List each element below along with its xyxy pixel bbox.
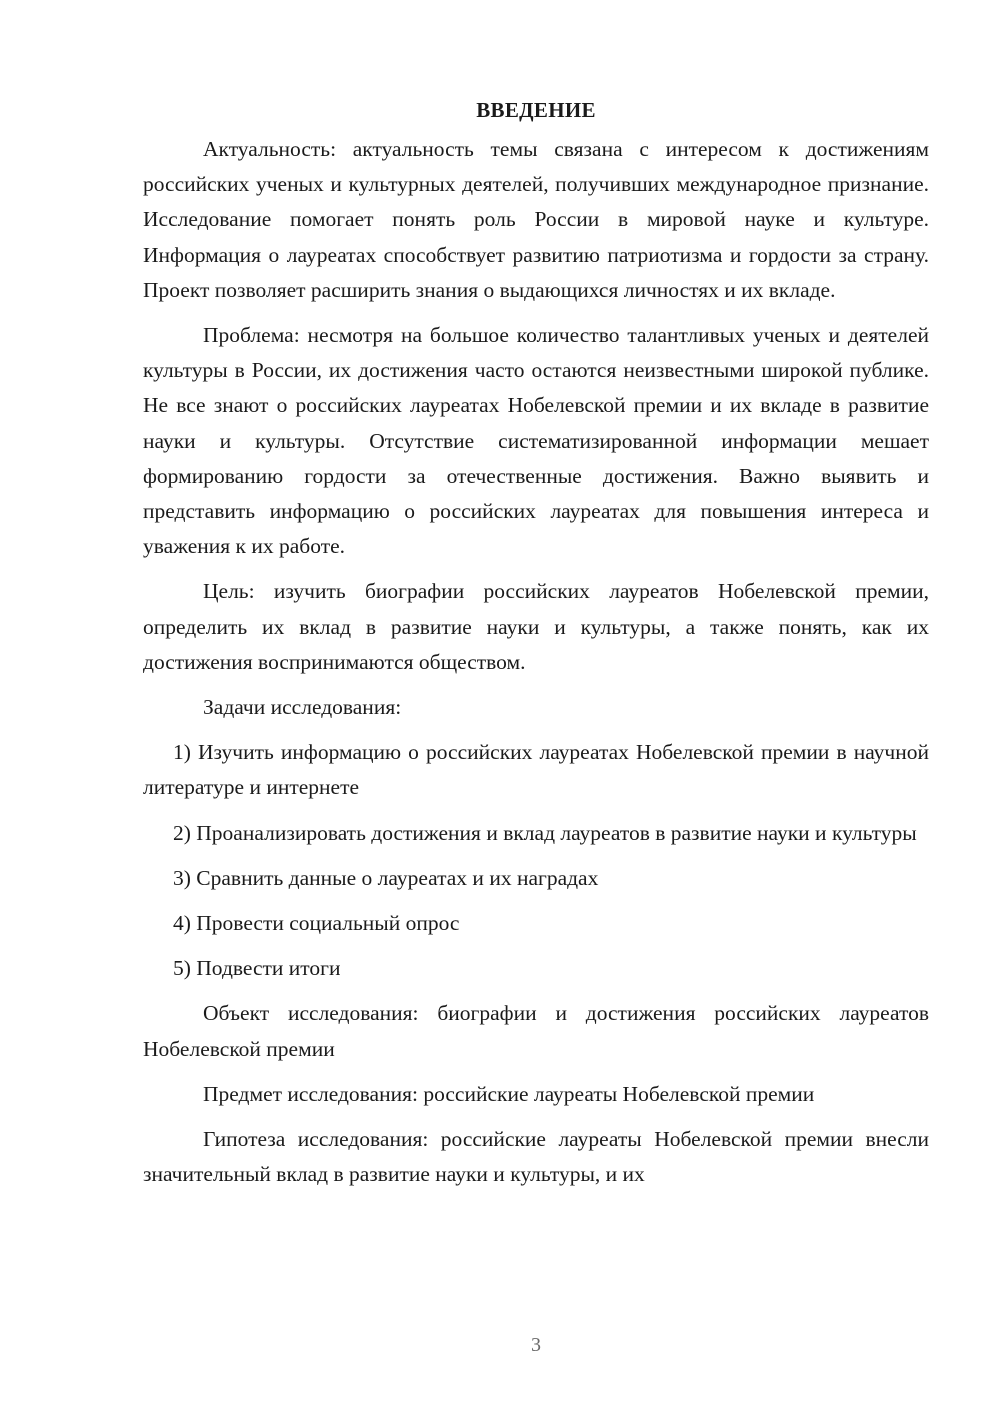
list-item: 1) Изучить информацию о российских лауреатах Нобелевской премии в научной литературе и интернете bbox=[143, 740, 929, 800]
paragraph-problem: Проблема: несмотря на большое количество талантливых ученых и деятелей культуры в России, их достижения часто остаются неизвестными широкой публике. Не все знают о российских лауреатах Нобелевской премии и их вкладе в развитие науки и культуры. Отсутствие систематизированной информации мешает формированию гордости за отечественные достижения. Важно выявить и представить информацию о российских лауреатах для повышения интереса и уважения к их работе. bbox=[143, 323, 929, 559]
list-item: 4) Провести социальный опрос bbox=[173, 911, 460, 936]
page-title: ВВЕДЕНИЕ bbox=[476, 98, 596, 122]
list-item: 5) Подвести итоги bbox=[173, 956, 341, 981]
document-page bbox=[143, 90, 929, 1202]
paragraph-relevance: Актуальность: актуальность темы связана с интересом к достижениям российских ученых и культурных деятелей, получивших международное признание. Исследование помогает понять роль России в мировой науке и культуре. Информация о лауреатах способствует развитию патриотизма и гордости за страну. Проект позволяет расширить знания о выдающихся личностях и их вкладе. bbox=[143, 137, 929, 302]
paragraph-subject: Предмет исследования: российские лауреаты Нобелевской премии bbox=[203, 1081, 815, 1106]
page-number: 3 bbox=[531, 1334, 541, 1356]
list-item: 2) Проанализировать достижения и вклад лауреатов в развитие науки и культуры bbox=[173, 820, 917, 845]
paragraph-hypothesis: Гипотеза исследования: российские лауреаты Нобелевской премии внесли значительный вклад в развитие науки и культуры, и их bbox=[143, 1127, 929, 1187]
list-item: 3) Сравнить данные о лауреатах и их наградах bbox=[173, 865, 599, 890]
paragraph-object: Объект исследования: биографии и достижения российских лауреатов Нобелевской премии bbox=[143, 1001, 929, 1061]
tasks-heading: Задачи исследования: bbox=[203, 695, 402, 720]
paragraph-goal: Цель: изучить биографии российских лауреатов Нобелевской премии, определить их вклад в развитие науки и культуры, а также понять, как их достижения воспринимаются обществом. bbox=[143, 579, 929, 674]
